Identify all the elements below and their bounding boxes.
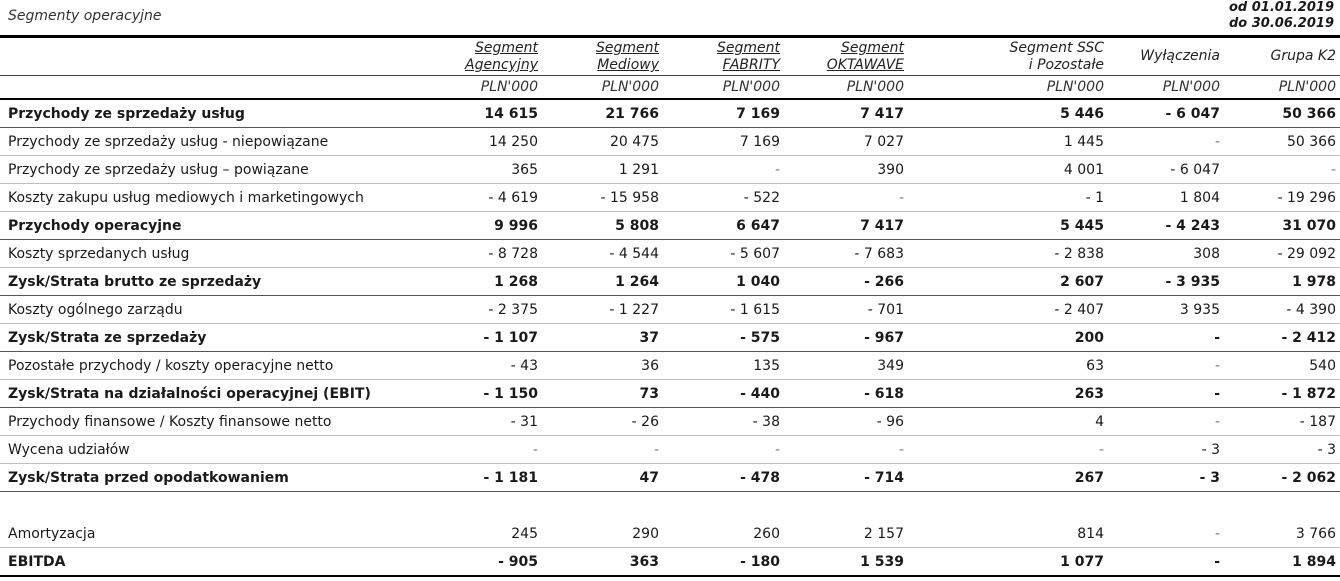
value-cell: 7 417	[784, 212, 908, 240]
value-cell: -	[1108, 520, 1224, 548]
value-cell: 1 077	[908, 548, 1108, 577]
value-cell: - 2 062	[1224, 464, 1340, 492]
table-row	[0, 212, 1340, 240]
value-cell: - 1 615	[663, 296, 784, 324]
row-label: Zysk/Strata przed opodatkowaniem	[0, 464, 430, 492]
row-label: Przychody ze sprzedaży usług - niepowiązane	[0, 128, 430, 156]
value-cell: - 967	[784, 324, 908, 352]
value-cell: -	[1108, 380, 1224, 408]
value-cell: - 180	[663, 548, 784, 577]
value-cell: - 3 935	[1108, 268, 1224, 296]
value-cell: 7 027	[784, 128, 908, 156]
column-header-mediowy: Segment Mediowy	[596, 40, 659, 73]
value-cell: -	[663, 156, 784, 184]
table-row	[0, 296, 1340, 324]
value-cell: -	[1108, 324, 1224, 352]
value-cell: 21 766	[542, 99, 663, 128]
value-cell: - 4 544	[542, 240, 663, 268]
value-cell: - 38	[663, 408, 784, 436]
row-label: Zysk/Strata brutto ze sprzedaży	[0, 268, 430, 296]
value-cell: 63	[908, 352, 1108, 380]
value-cell: 31 070	[1224, 212, 1340, 240]
table-row	[0, 128, 1340, 156]
value-cell: - 31	[430, 408, 542, 436]
row-label: Zysk/Strata na działalności operacyjnej (EBIT)	[0, 380, 430, 408]
value-cell: 5 808	[542, 212, 663, 240]
value-cell: 50 366	[1224, 128, 1340, 156]
value-cell: - 187	[1224, 408, 1340, 436]
row-label: Przychody ze sprzedaży usług – powiązane	[0, 156, 430, 184]
value-cell: - 4 390	[1224, 296, 1340, 324]
spacer-row	[0, 492, 1340, 521]
value-cell: - 1 227	[542, 296, 663, 324]
unit-cell: PLN'000	[784, 76, 908, 100]
row-label: Koszty zakupu usług mediowych i marketingowych	[0, 184, 430, 212]
column-header-agencyjny: Segment Agencyjny	[465, 40, 538, 73]
value-cell: - 4 243	[1108, 212, 1224, 240]
value-cell: - 575	[663, 324, 784, 352]
value-cell: 1 804	[1108, 184, 1224, 212]
table-row	[0, 184, 1340, 212]
value-cell: - 1 150	[430, 380, 542, 408]
value-cell: -	[1108, 352, 1224, 380]
value-cell: 263	[908, 380, 1108, 408]
value-cell: 260	[663, 520, 784, 548]
value-cell: - 1 181	[430, 464, 542, 492]
value-cell: 9 996	[430, 212, 542, 240]
column-header-oktawave: Segment OKTAWAVE	[826, 40, 904, 73]
table-row	[0, 548, 1340, 577]
value-cell: 1 978	[1224, 268, 1340, 296]
value-cell: 4 001	[908, 156, 1108, 184]
value-cell: - 701	[784, 296, 908, 324]
table-row	[0, 520, 1340, 548]
value-cell: - 2 407	[908, 296, 1108, 324]
value-cell: - 522	[663, 184, 784, 212]
column-header-row	[0, 38, 1340, 76]
value-cell: - 3	[1108, 464, 1224, 492]
value-cell: -	[1108, 128, 1224, 156]
value-cell: 135	[663, 352, 784, 380]
value-cell: 3 935	[1108, 296, 1224, 324]
column-header-wylaczenia: Wyłączenia	[1140, 47, 1220, 64]
value-cell: 814	[908, 520, 1108, 548]
value-cell: 1 445	[908, 128, 1108, 156]
value-cell: 50 366	[1224, 99, 1340, 128]
value-cell: - 6 047	[1108, 99, 1224, 128]
row-label: Zysk/Strata ze sprzedaży	[0, 324, 430, 352]
value-cell: - 26	[542, 408, 663, 436]
value-cell: 20 475	[542, 128, 663, 156]
value-cell: 36	[542, 352, 663, 380]
value-cell: - 2 375	[430, 296, 542, 324]
unit-cell: PLN'000	[663, 76, 784, 100]
row-label: Koszty ogólnego zarządu	[0, 296, 430, 324]
value-cell: - 440	[663, 380, 784, 408]
value-cell: -	[542, 436, 663, 464]
value-cell: 1 040	[663, 268, 784, 296]
table-row	[0, 240, 1340, 268]
period-from: od 01.01.2019	[1228, 0, 1334, 15]
unit-row	[0, 76, 1340, 100]
value-cell: 2 157	[784, 520, 908, 548]
value-cell: -	[1224, 156, 1340, 184]
value-cell: 200	[908, 324, 1108, 352]
table-row	[0, 436, 1340, 464]
period-range	[1229, 0, 1334, 32]
value-cell: - 2 838	[908, 240, 1108, 268]
value-cell: -	[784, 436, 908, 464]
column-header-grupa-k2: Grupa K2	[1270, 47, 1336, 64]
value-cell: -	[1108, 408, 1224, 436]
table-row	[0, 380, 1340, 408]
value-cell: -	[908, 436, 1108, 464]
value-cell: - 1 107	[430, 324, 542, 352]
value-cell: - 43	[430, 352, 542, 380]
table-title: Segmenty operacyjne	[8, 8, 162, 24]
table-row	[0, 156, 1340, 184]
unit-cell: PLN'000	[1224, 76, 1340, 100]
value-cell: 1 268	[430, 268, 542, 296]
value-cell: 4	[908, 408, 1108, 436]
value-cell: 245	[430, 520, 542, 548]
value-cell: - 714	[784, 464, 908, 492]
column-header-fabrity: Segment FABRITY	[717, 40, 780, 73]
label-column-header	[0, 38, 430, 76]
value-cell: - 4 619	[430, 184, 542, 212]
row-label: EBITDA	[0, 548, 430, 577]
value-cell: - 8 728	[430, 240, 542, 268]
value-cell: -	[1108, 548, 1224, 577]
value-cell: - 15 958	[542, 184, 663, 212]
value-cell: 73	[542, 380, 663, 408]
value-cell: - 3	[1108, 436, 1224, 464]
value-cell: 3 766	[1224, 520, 1340, 548]
row-label: Koszty sprzedanych usług	[0, 240, 430, 268]
value-cell: - 6 047	[1108, 156, 1224, 184]
table-row	[0, 324, 1340, 352]
row-label: Przychody finansowe / Koszty finansowe netto	[0, 408, 430, 436]
column-header-ssc: Segment SSC i Pozostałe	[1009, 40, 1104, 73]
value-cell: - 1 872	[1224, 380, 1340, 408]
value-cell: 7 417	[784, 99, 908, 128]
value-cell: -	[784, 184, 908, 212]
unit-label-empty	[0, 76, 430, 100]
unit-cell: PLN'000	[908, 76, 1108, 100]
value-cell: 5 445	[908, 212, 1108, 240]
value-cell: 47	[542, 464, 663, 492]
value-cell: 363	[542, 548, 663, 577]
unit-cell: PLN'000	[542, 76, 663, 100]
value-cell: 349	[784, 352, 908, 380]
value-cell: - 478	[663, 464, 784, 492]
table-row	[0, 99, 1340, 128]
period-to: do 30.06.2019	[1228, 16, 1334, 31]
table-row	[0, 408, 1340, 436]
row-label: Przychody ze sprzedaży usług	[0, 99, 430, 128]
value-cell: 1 539	[784, 548, 908, 577]
value-cell: 1 894	[1224, 548, 1340, 577]
table-body	[0, 99, 1340, 576]
unit-cell: PLN'000	[1108, 76, 1224, 100]
value-cell: 308	[1108, 240, 1224, 268]
row-label: Przychody operacyjne	[0, 212, 430, 240]
segments-table	[0, 38, 1340, 577]
table-row	[0, 352, 1340, 380]
value-cell: - 19 296	[1224, 184, 1340, 212]
row-label: Amortyzacja	[0, 520, 430, 548]
value-cell: 1 291	[542, 156, 663, 184]
table-row	[0, 268, 1340, 296]
value-cell: 14 250	[430, 128, 542, 156]
row-label: Pozostałe przychody / koszty operacyjne netto	[0, 352, 430, 380]
value-cell: 6 647	[663, 212, 784, 240]
value-cell: 37	[542, 324, 663, 352]
value-cell: - 2 412	[1224, 324, 1340, 352]
value-cell: 7 169	[663, 128, 784, 156]
value-cell: 267	[908, 464, 1108, 492]
value-cell: - 3	[1224, 436, 1340, 464]
value-cell: 14 615	[430, 99, 542, 128]
value-cell: 290	[542, 520, 663, 548]
table-row	[0, 464, 1340, 492]
value-cell: 2 607	[908, 268, 1108, 296]
value-cell: 7 169	[663, 99, 784, 128]
value-cell: -	[430, 436, 542, 464]
value-cell: - 266	[784, 268, 908, 296]
value-cell: - 96	[784, 408, 908, 436]
value-cell: - 905	[430, 548, 542, 577]
value-cell: -	[663, 436, 784, 464]
value-cell: - 1	[908, 184, 1108, 212]
row-label: Wycena udziałów	[0, 436, 430, 464]
value-cell: - 29 092	[1224, 240, 1340, 268]
value-cell: 1 264	[542, 268, 663, 296]
value-cell: - 5 607	[663, 240, 784, 268]
value-cell: - 618	[784, 380, 908, 408]
value-cell: - 7 683	[784, 240, 908, 268]
value-cell: 390	[784, 156, 908, 184]
unit-cell: PLN'000	[430, 76, 542, 100]
value-cell: 5 446	[908, 99, 1108, 128]
value-cell: 540	[1224, 352, 1340, 380]
value-cell: 365	[430, 156, 542, 184]
